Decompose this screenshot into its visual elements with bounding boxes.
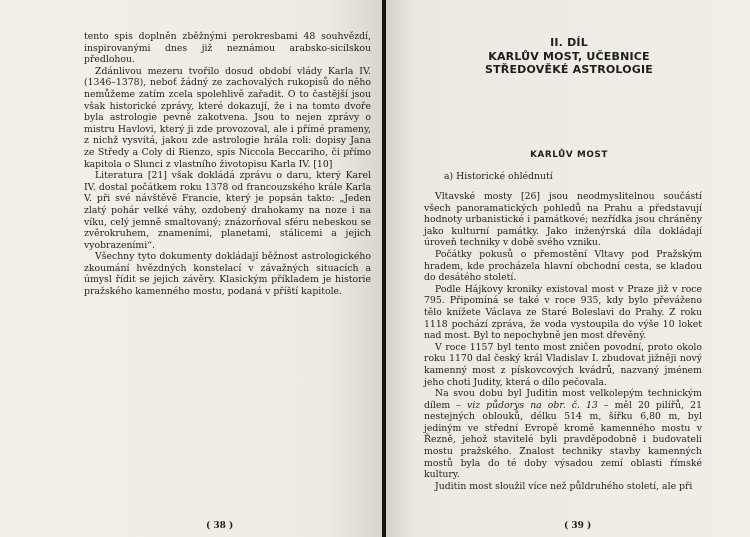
paragraph: Počátky pokusů o přemostění Vltavy pod Pražským hradem, kde procházela hlavní obchodní cesta, se kladou do desátého století. [424, 248, 702, 284]
page-number: ( 39 ) [564, 521, 592, 531]
part-heading [424, 36, 714, 77]
page-number: ( 38 ) [206, 521, 234, 531]
right-page-text [424, 191, 702, 492]
paragraph: Podle Hájkovy kroniky existoval most v Praze již v roce 795. Připomíná se také v roce 935, kdy bylo převáženo tělo knížete Václava ze Staré Boleslavi do Prahy. Z roku 1118 pochází zpráva, že voda vystoupila do výše 10 loket nad most. Byl to nepochybně jen most dřevěný. [424, 283, 702, 342]
paragraph: Juditin most sloužil více než půldruhého století, ale při [435, 480, 693, 492]
section-title: a) Historické ohlédnutí [444, 171, 553, 182]
paragraph [424, 388, 702, 481]
paragraph: Zdánlivou mezeru tvořilo dosud období vlády Karla IV. (1346–1378), neboť žádný ze zachovalých rukopisů do něho nemůžeme zatím zcela spolehlivě zařadit. O to častější jsou však historické zprávy, které dokazují, že i na tomto dvoře byla astrologie pevně zakotvena. Jsou to nejen zprávy o mistru Havlovi, který ji zde provozoval, ale i přímé prameny, z nichž vysvítá, jakou zde astrologie hrála roli: dopisy Jana ze Středy a Coly di Rienzo, spis Niccola Beccariho, či přímo kapitola o Slunci z vlastního životopisu Karla IV. [10] [84, 65, 371, 170]
left-page-text [84, 31, 371, 298]
paragraph: Literatura [21] však dokládá zprávu o daru, který Karel IV. dostal počátkem roku 1378 od francouzského krále Karla V. při své návštěvě Francie, který je popsán takto: „Jeden zlatý pohár velké váhy, ozdobený drahokamy na noze i na víku, celý jemně smaltovaný; znázorňoval sféru nebeskou se zvěrokruhem, znameními, planetami, stálicemi a jejich vyobrazeními“. [84, 170, 371, 251]
paragraph-text: Na svou dobu byl Juditin most velkolepým technickým dílem – [424, 388, 702, 411]
right-page [386, 0, 750, 537]
paragraph: Vltavské mosty [26] jsou neodmyslitelnou součástí všech panoramatických pohledů na Prahu a představují hodnoty urbanistické i památkové; nezřídka jsou chráněny jako kulturní památky. Jako inženýrská díla dokládají úroveň techniky v době svého vzniku. [424, 191, 702, 249]
figure-reference: viz půdorys na obr. č. 13 [467, 399, 598, 411]
part-title: II. DÍL [550, 36, 588, 49]
chapter-title: KARLŮV MOST [530, 150, 608, 160]
paragraph-text: – měl 20 pilířů, 21 nestejných oblouků, délku 514 m, šířku 6,80 m, byl jediným ve střední Evropě kromě kamenného mostu v Řezně, jehož stavitelé byli pravděpodobně i budovateli mostu pražského. Znalost techniky stavby kamenných mostů byla do té doby výsadou zemí oblasti římské kultury. [424, 399, 703, 481]
part-subtitle-line-2: STŘEDOVĚKÉ ASTROLOGIE [484, 63, 654, 76]
part-subtitle-line-1: KARLŮV MOST, UČEBNICE [488, 49, 650, 63]
paragraph: V roce 1157 byl tento most zničen povodní, proto okolo roku 1170 dal český král Vladislav I. zbudovat jižněji nový kamenný most z pískovcových kvádrů, nazvaný jménem jeho choti Judity, která o dílo pečovala. [424, 341, 702, 388]
paragraph: Všechny tyto dokumenty dokládají běžnost astrologického zkoumání hvězdných konstelací v závažných situacích a úmysl řídit se jejich závěry. Klasickým příkladem je historie pražského kamenného mostu, podaná v příští kapitole. [84, 251, 371, 298]
paragraph: tento spis doplněn zběžnými perokresbami 48 souhvězdí, inspirovanými dnes již neznámou arabsko-sicilskou předlohou. [84, 31, 371, 66]
